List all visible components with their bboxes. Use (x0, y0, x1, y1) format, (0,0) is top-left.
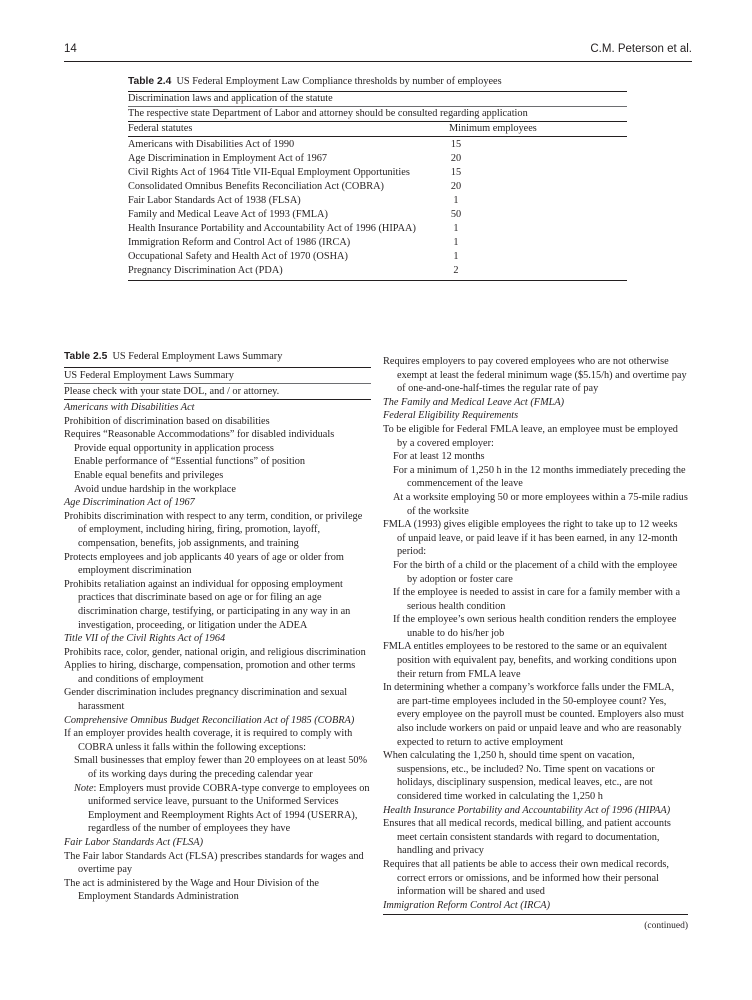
statute-cell: Consolidated Omnibus Benefits Reconciliation Act (COBRA) (128, 181, 384, 192)
section-heading: Americans with Disabilities Act (64, 402, 195, 413)
table-row (128, 222, 627, 236)
entry: Protects employees and job applicants 40 years of age or older from employment discrimination (64, 551, 344, 577)
section-heading: Title VII of the Civil Rights Act of 1964 (64, 633, 226, 645)
min-employees-cell: 2 (453, 265, 459, 276)
entry: Requires that all patients be able to access their own medical records, correct errors or omissions, and be informed how their personal information will be shared and used (383, 858, 669, 898)
sub-entry: Enable equal benefits and privileges (74, 469, 224, 481)
sub-entry: For the birth of a child or the placement of a child with the employee by adoption or foster care (393, 559, 678, 585)
table-2-4 (128, 76, 627, 281)
table-2-5-right-column (383, 355, 688, 934)
note-entry (64, 782, 371, 836)
table-caption-text: US Federal Employment Law Compliance thresholds by number of employees (176, 76, 502, 87)
entry: Prohibits race, color, gender, national origin, and religious discrimination (64, 646, 366, 658)
entry: Gender discrimination includes pregnancy discrimination and sexual harassment (64, 687, 348, 713)
min-employees-cell: 15 (450, 167, 462, 178)
sub-entry: Enable performance of “Essential functions” of position (74, 456, 306, 468)
table-heading: Discrimination laws and application of the statute (128, 93, 333, 104)
statute-cell: Fair Labor Standards Act of 1938 (FLSA) (128, 195, 301, 206)
statute-cell: Age Discrimination in Employment Act of 1967 (128, 153, 328, 164)
section-heading: Fair Labor Standards Act (FLSA) (64, 837, 204, 848)
table-rule (383, 914, 688, 915)
table-rule (64, 399, 371, 400)
table-row (128, 194, 627, 208)
statute-cell: Health Insurance Portability and Accountability Act of 1996 (HIPAA) (128, 223, 416, 234)
table-label: Table 2.5 (64, 351, 108, 362)
table-heading: US Federal Employment Laws Summary (64, 370, 234, 381)
table-body (128, 137, 627, 278)
table-heading: The respective state Department of Labor and attorney should be consulted regarding application (128, 108, 528, 119)
statute-cell: Americans with Disabilities Act of 1990 (128, 139, 295, 150)
section-heading: Immigration Reform Control Act (IRCA) (383, 899, 551, 911)
table-row (128, 208, 627, 222)
column-header: Minimum employees (449, 123, 537, 134)
min-employees-cell: 20 (450, 153, 462, 164)
table-heading: Please check with your state DOL, and / or attorney. (64, 386, 280, 397)
sub-entry: If the employee is needed to assist in care for a family member with a serious health condition (393, 587, 681, 612)
statute-cell: Occupational Safety and Health Act of 1970 (OSHA) (128, 251, 348, 262)
table-body-right (383, 355, 688, 912)
entry: Prohibits discrimination with respect to any term, condition, or privilege of employment, including hiring, firing, promotion, layoff, compensation, benefits, job assignments, and training (64, 510, 363, 549)
table-caption (64, 350, 371, 363)
entry: If an employer provides health coverage, it is required to comply with COBRA unless it falls within the following exceptions: (64, 728, 353, 753)
table-rule (128, 280, 627, 281)
min-employees-cell: 50 (450, 209, 462, 220)
table-label: Table 2.4 (128, 76, 172, 87)
entry: FMLA entitles employees to be restored to the same or an equivalent position with equivalent pay, benefits, and working conditions upon their return from FMLA leave (383, 641, 677, 680)
min-employees-cell: 20 (450, 181, 462, 192)
entry: FMLA (1993) gives eligible employees the right to take up to 12 weeks of unpaid leave, or paid leave if it has been earned, in any 12-month period: (383, 519, 678, 558)
entry: To be eligible for Federal FMLA leave, an employee must be employed by a covered employer: (383, 423, 678, 449)
sub-entry: Avoid undue hardship in the workplace (74, 483, 236, 495)
table-2-5-left-column (64, 350, 371, 904)
table-row (128, 250, 627, 264)
table-caption (128, 76, 627, 88)
sub-entry: Small businesses that employ fewer than 20 employees on at least 50% of its working days during the preceding calendar year (74, 755, 368, 781)
table-row (128, 264, 627, 278)
entry: Requires employers to pay covered employees who are not otherwise exempt at least the federal minimum wage ($5.15/h) and overtime pay of one-and-one-half-times the regular rate of pay (383, 356, 687, 395)
page-number: 14 (64, 43, 77, 55)
table-header-row (128, 122, 627, 136)
sub-entry: Provide equal opportunity in application process (74, 442, 274, 454)
section-heading: Age Discrimination Act of 1967 (64, 497, 195, 509)
min-employees-cell: 1 (453, 195, 459, 206)
table-row (128, 166, 627, 180)
section-heading: Comprehensive Omnibus Budget Reconciliation Act of 1985 (COBRA) (64, 714, 355, 726)
table-row (128, 236, 627, 250)
table-body-left (64, 401, 371, 904)
header-rule (64, 61, 692, 62)
entry: When calculating the 1,250 h, should time spent on vacation, suspensions, etc., be included? No. Time spent on vacations or holidays, disciplinary suspension, medical leaves, etc., are not considered time worked in calculating the 1,250 h (383, 750, 655, 802)
entry: The Fair labor Standards Act (FLSA) prescribes standards for wages and overtime pay (64, 850, 364, 876)
min-employees-cell: 1 (453, 251, 459, 262)
statute-cell: Pregnancy Discrimination Act (PDA) (128, 265, 283, 276)
entry: The act is administered by the Wage and Hour Division of the Employment Standards Administration (64, 877, 319, 903)
continued-label: (continued) (644, 921, 688, 932)
sub-entry: For a minimum of 1,250 h in the 12 months immediately preceding the commencement of the leave (393, 464, 686, 490)
table-caption-text: US Federal Employment Laws Summary (112, 351, 283, 362)
entry: Prohibits retaliation against an individual for opposing employment practices that discriminate based on age or for filing an age discrimination charge, testifying, or participating in any way in an investigation, proceeding, or litigation under the ADEA (64, 578, 351, 631)
min-employees-cell: 15 (450, 139, 462, 150)
column-header: Federal statutes (128, 123, 193, 134)
table-row (128, 138, 627, 152)
section-heading: Health Insurance Portability and Accountability Act of 1996 (HIPAA) (383, 804, 671, 816)
entry: In determining whether a company’s workforce falls under the FMLA, are part-time employees included in the 50-employee count? Yes, every employee on the payroll must be counted. Employers also must also include workers on paid or unpaid leave and who are reasonably expected to return to active employment (383, 682, 684, 748)
sub-entry: For at least 12 months (393, 451, 485, 463)
section-heading: The Family and Medical Leave Act (FMLA) (383, 396, 565, 408)
entry: Prohibition of discrimination based on disabilities (64, 415, 270, 427)
sub-entry: At a worksite employing 50 or more employees within a 75-mile radius of the worksite (393, 491, 688, 517)
running-head: C.M. Peterson et al. (590, 43, 692, 55)
entry: Applies to hiring, discharge, compensation, promotion and other terms and conditions of employment (64, 660, 356, 685)
entry: Requires “Reasonable Accommodations” for disabled individuals (64, 429, 335, 441)
note-text: : Employers must provide COBRA-type converge to employees on uniformed service leave, pursuant to the Uniformed Services Employment and Reemployment Rights Act of 1994 (USERRA), regardless of the number of employees they have (88, 782, 370, 835)
sub-entry: If the employee’s own serious health condition renders the employee unable to do his/her job (393, 614, 677, 639)
statute-cell: Immigration Reform and Control Act of 1986 (IRCA) (128, 237, 351, 248)
min-employees-cell: 1 (453, 237, 459, 248)
table-row (128, 180, 627, 194)
min-employees-cell: 1 (453, 223, 459, 234)
statute-cell: Civil Rights Act of 1964 Title VII-Equal Employment Opportunities (128, 167, 410, 178)
section-heading: Federal Eligibility Requirements (383, 410, 519, 422)
statute-cell: Family and Medical Leave Act of 1993 (FMLA) (128, 209, 328, 220)
entry: Ensures that all medical records, medical billing, and patient accounts meet certain consistent standards with regard to documentation, handling and privacy (383, 818, 671, 857)
note-lead: Note (74, 782, 94, 794)
table-row (128, 152, 627, 166)
